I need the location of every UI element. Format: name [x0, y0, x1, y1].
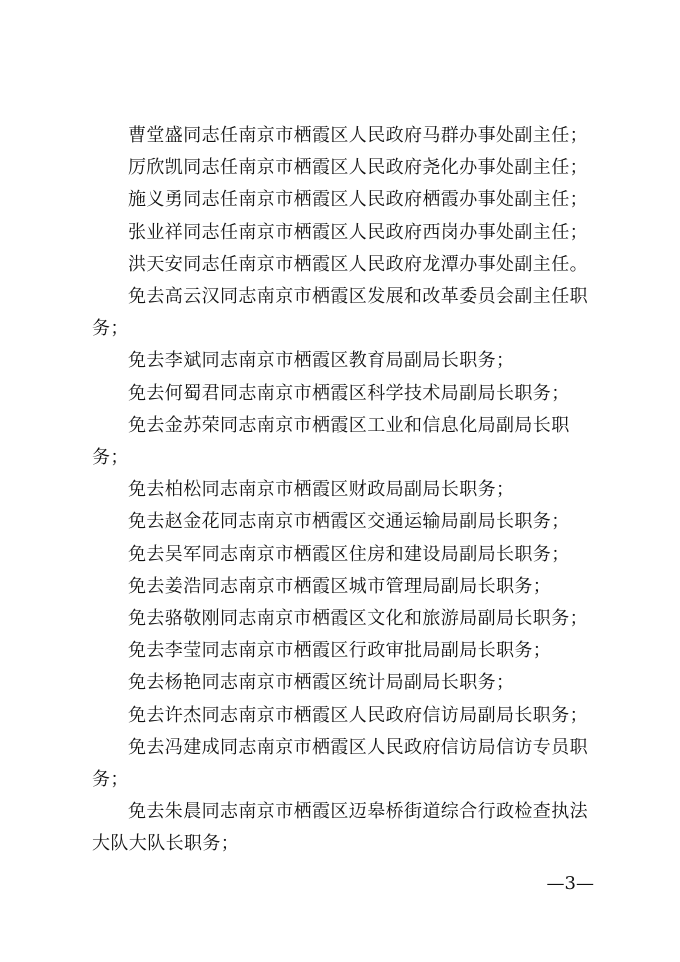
paragraph: 免去许杰同志南京市栖霞区人民政府信访局副局长职务； [128, 704, 588, 726]
paragraph: 免去柏松同志南京市栖霞区财政局副局长职务； [128, 479, 515, 501]
paragraph: 免去高云汉同志南京市栖霞区发展和改革委员会副主任职务； [92, 286, 588, 340]
paragraph: 免去李斌同志南京市栖霞区教育局副局长职务； [128, 350, 515, 372]
body-text [92, 120, 588, 861]
paragraph: 张业祥同志任南京市栖霞区人民政府西岗办事处副主任； [128, 221, 588, 243]
paragraph: 免去金苏荣同志南京市栖霞区工业和信息化局副局长职务； [92, 414, 570, 469]
paragraph: 免去姜浩同志南京市栖霞区城市管理局副局长职务； [128, 575, 552, 597]
paragraph: 免去骆敬刚同志南京市栖霞区文化和旅游局副局长职务； [128, 608, 588, 630]
paragraph: 洪天安同志任南京市栖霞区人民政府龙潭办事处副主任。 [128, 253, 588, 275]
page-number: —3— [546, 873, 594, 894]
paragraph: 免去杨艳同志南京市栖霞区统计局副局长职务； [128, 672, 515, 694]
paragraph: 免去冯建成同志南京市栖霞区人民政府信访局信访专员职务； [92, 736, 588, 791]
paragraph: 厉欣凯同志任南京市栖霞区人民政府尧化办事处副主任； [128, 157, 588, 179]
paragraph: 免去朱晨同志南京市栖霞区迈皋桥街道综合行政检查执法大队大队长职务； [92, 801, 588, 855]
paragraph: 施义勇同志任南京市栖霞区人民政府栖霞办事处副主任； [128, 189, 588, 211]
paragraph: 曹堂盛同志任南京市栖霞区人民政府马群办事处副主任； [128, 125, 588, 146]
paragraph: 免去李莹同志南京市栖霞区行政审批局副局长职务； [128, 640, 552, 662]
paragraph: 免去何蜀君同志南京市栖霞区科学技术局副局长职务； [128, 382, 570, 404]
paragraph: 免去赵金花同志南京市栖霞区交通运输局副局长职务； [128, 511, 570, 533]
paragraph: 免去吴军同志南京市栖霞区住房和建设局副局长职务； [128, 543, 570, 565]
